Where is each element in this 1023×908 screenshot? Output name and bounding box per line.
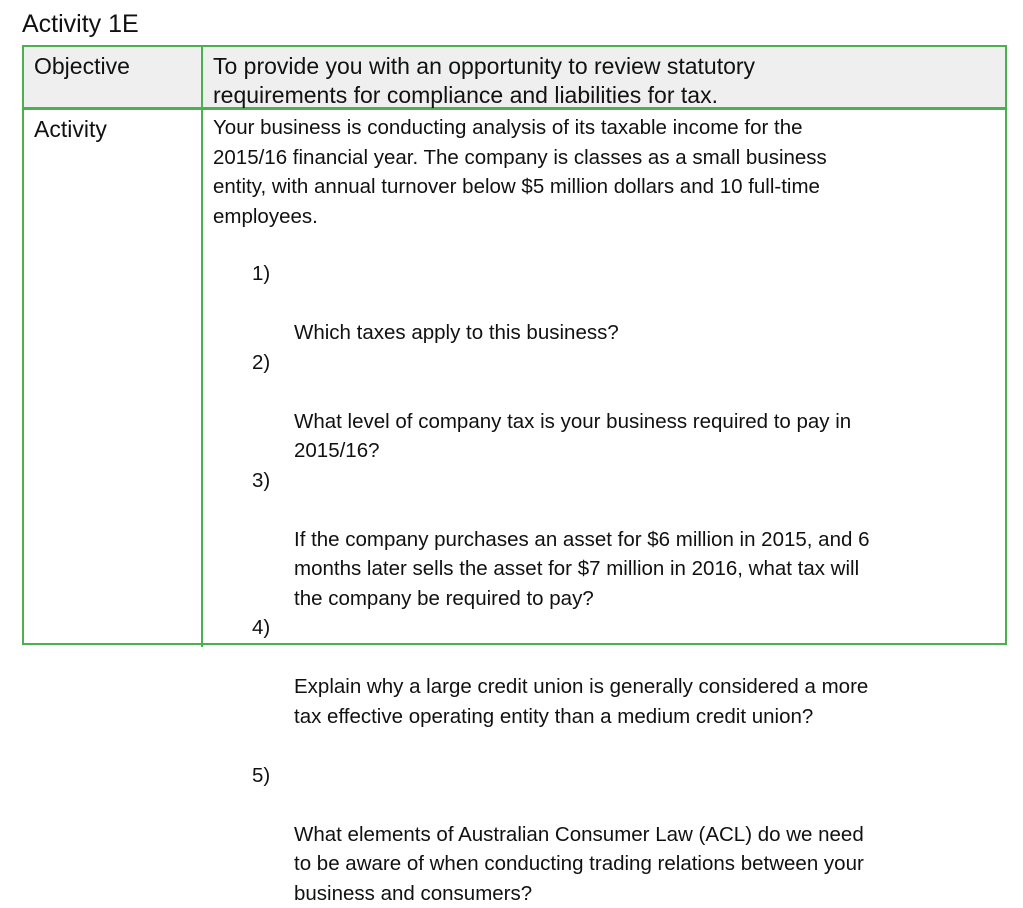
question-item bbox=[252, 348, 992, 466]
objective-label: Objective bbox=[34, 52, 130, 81]
activity-label: Activity bbox=[34, 115, 107, 144]
activity-table bbox=[22, 45, 1007, 645]
question-item bbox=[252, 466, 992, 614]
question-text: Explain why a large credit union is generally considered a more tax effective operating entity than a medium credit union? bbox=[294, 675, 868, 728]
question-text: What level of company tax is your business required to pay in 2015/16? bbox=[294, 410, 851, 463]
question-text: If the company purchases an asset for $6 million in 2015, and 6 months later sells the asset for $7 million in 2016, what tax will the company be required to pay? bbox=[294, 528, 869, 610]
question-list bbox=[252, 259, 992, 908]
objective-text: To provide you with an opportunity to review statutory requirements for compliance and liabilities for tax. bbox=[213, 52, 973, 110]
activity-heading: Activity 1E bbox=[22, 8, 139, 40]
question-number: 4) bbox=[252, 613, 270, 643]
question-text: Which taxes apply to this business? bbox=[294, 321, 619, 344]
question-number: 3) bbox=[252, 466, 270, 496]
question-item bbox=[252, 761, 992, 908]
activity-intro: Your business is conducting analysis of its taxable income for the 2015/16 financial year. The company is classes as a small business entity, with annual turnover below $5 million dollars and 10 full-time employees. bbox=[213, 113, 993, 231]
question-number: 5) bbox=[252, 761, 270, 791]
question-number: 2) bbox=[252, 348, 270, 378]
question-number: 1) bbox=[252, 259, 270, 289]
question-text: What elements of Australian Consumer Law (ACL) do we need to be aware of when conducting trading relations between your business and consumers? bbox=[294, 823, 864, 905]
question-item bbox=[252, 613, 992, 731]
column-divider bbox=[201, 47, 203, 647]
question-item bbox=[252, 259, 992, 348]
